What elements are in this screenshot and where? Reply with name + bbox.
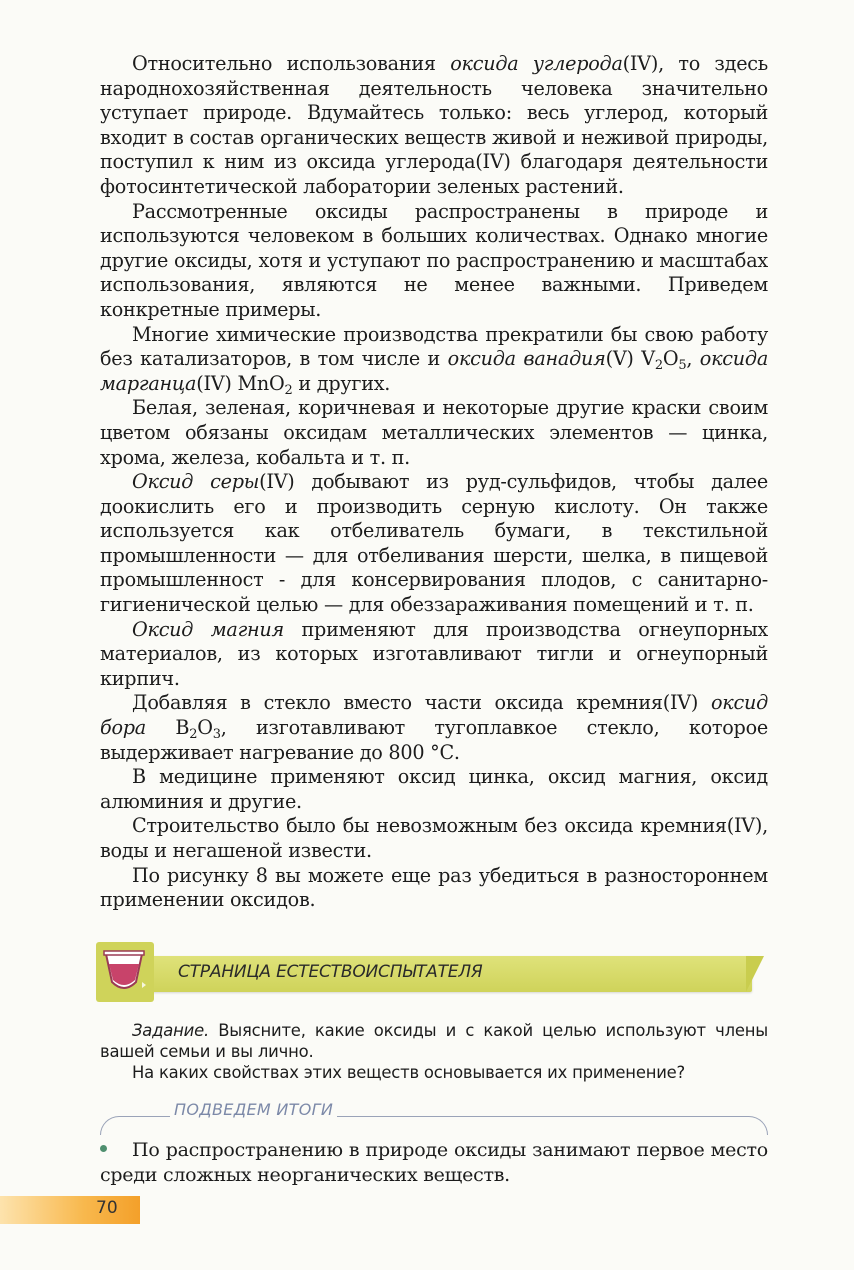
naturalist-page-banner [96, 942, 764, 1002]
page-number-tab [0, 1196, 140, 1224]
formula-part: (V) V [605, 347, 655, 371]
formula-part: (IV) MnO [196, 371, 285, 395]
formula-part: B [146, 716, 190, 740]
formula-part: O [197, 716, 213, 740]
summary-bullet-text: По распространению в природе оксиды занимают первое место среди сложных неорганических веществ. [100, 1139, 768, 1186]
summary-curve-right [727, 1116, 768, 1135]
banner-fold [746, 956, 764, 992]
text-run: Относительно использования [132, 52, 451, 75]
paragraph-10: По рисунку 8 вы можете еще раз убедиться в разностороннем применении оксидов. [100, 863, 768, 912]
text-run: Добавляя в стекло вместо части оксида кремния(IV) [132, 691, 711, 715]
paragraph-8: В медицине применяют оксид цинка, оксид магния, оксид алюминия и другие. [100, 765, 768, 813]
formula-part: O [662, 347, 679, 371]
task-block [100, 1020, 768, 1083]
paragraph-5 [100, 470, 768, 618]
subscript: 2 [284, 382, 293, 398]
text-run: , [686, 347, 700, 371]
paragraph-9: Строительство было бы невозможным без оксида кремния(IV), воды и негашеной извести. [100, 814, 768, 862]
task-label: Задание. [132, 1021, 209, 1040]
paragraph-6 [100, 618, 768, 692]
italic-term: Оксид серы [132, 470, 260, 494]
text-run: применяют для производства огнеупорных материалов, из которых изготавливают тигли и огнеупорный кирпич. [100, 617, 768, 690]
banner-title: СТРАНИЦА ЕСТЕСТВОИСПЫТАТЕЛЯ [178, 962, 483, 982]
text-run: (IV) добывают из руд-сульфидов, чтобы далее доокислить его и производить серную кислоту. Он также используется как отбеливатель бумаги, в текстильной промышленности — для отбеливания шерсти, шелка, в пищевой промышленност - для консервирования плодов, с санитарно-гигиенической целью — для обеззараживания помещений и т. п. [100, 470, 768, 617]
italic-term: Оксид магния [132, 617, 284, 641]
task-line-1 [100, 1020, 768, 1062]
paragraph-4: Белая, зеленая, коричневая и некоторые другие краски своим цветом обязаны оксидам металлических элементов — цинка, хрома, железа, кобальта и т. п. [100, 396, 768, 469]
paragraph-1 [100, 52, 768, 200]
main-text [100, 52, 768, 913]
subscript: 5 [678, 358, 687, 374]
summary-title: ПОДВЕДЕМ ИТОГИ [170, 1100, 337, 1119]
text-run: (IV), то здесь народнохозяйственная деятельность человека значительно уступает природе. Вдумайтесь только: весь углерод, который входит в состав органических веществ живой и неживой природы, поступил к ним из оксида углерода(IV) благодаря деятельности фотосинтетической лаборатории зеленых растений. [100, 52, 768, 198]
banner-icon-box [96, 942, 154, 1002]
flask-icon [96, 942, 154, 1002]
italic-term: оксида марганца [100, 347, 769, 395]
page-number: 70 [96, 1198, 118, 1218]
italic-term: оксид бора [100, 691, 768, 740]
paragraph-7 [100, 691, 768, 765]
paragraph-3 [100, 323, 768, 397]
task-line-2: На каких свойствах этих веществ основывается их применение? [132, 1063, 686, 1082]
subscript: 2 [189, 727, 198, 743]
text-run: и других. [292, 371, 391, 395]
paragraph-2: Рассмотренные оксиды распространены в природе и используются человеком в больших количествах. Однако многие другие оксиды, хотя и уступают по распространению и масштабах использования, являются не менее важными. Приведем конкретные примеры. [100, 199, 768, 321]
summary-curve-left [100, 1116, 141, 1135]
task-text: Выясните, какие оксиды и с какой целью используют члены вашей семьи и вы лично. [100, 1021, 768, 1061]
subscript: 2 [654, 358, 663, 374]
text-run: Многие химические производства прекратили бы свою работу без катализаторов, в том числе и [100, 322, 768, 371]
summary-bullet [100, 1138, 768, 1187]
subscript: 3 [212, 727, 221, 743]
italic-term: оксида ванадия [447, 347, 606, 371]
italic-term: оксида углерода [450, 52, 623, 75]
summary-header [100, 1098, 768, 1134]
text-run: , изготавливают тугоплавкое стекло, которое выдерживает нагревание до 800 °С. [100, 716, 768, 764]
